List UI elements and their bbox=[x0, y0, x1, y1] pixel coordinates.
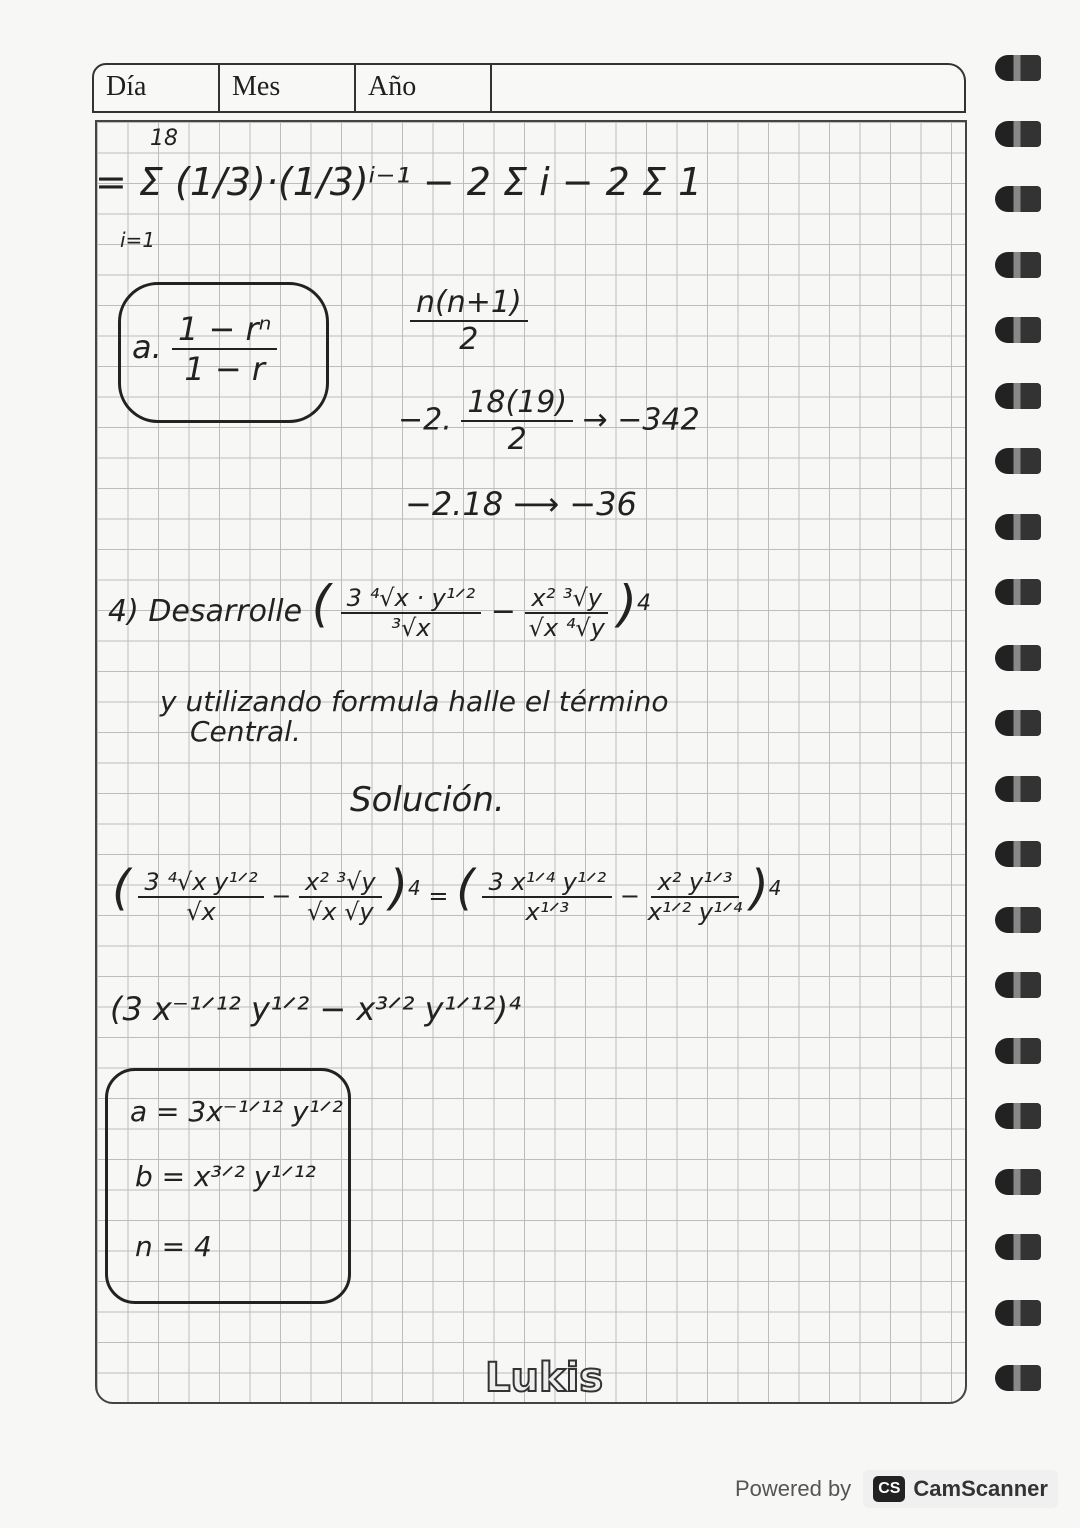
lukis-logo: Lukis bbox=[485, 1355, 604, 1401]
solution-title: Solución. bbox=[350, 780, 505, 820]
spiral-ring bbox=[995, 972, 1041, 998]
gauss-formula bbox=[410, 285, 528, 357]
problem-num-2: x² ³√y bbox=[525, 584, 608, 614]
simplified-expression: (3 x⁻¹ᐟ¹² y¹ᐟ² − x³ᐟ² y¹ᐟ¹²)⁴ bbox=[110, 990, 521, 1028]
year-label: Año bbox=[356, 65, 492, 111]
step-2: −2.18 ⟶ −36 bbox=[405, 485, 637, 523]
geometric-numerator: 1 − rⁿ bbox=[172, 310, 277, 350]
geometric-label: a. bbox=[132, 328, 162, 366]
problem-den-2: √x ⁴√y bbox=[528, 613, 605, 642]
sol-den-2: √x √y bbox=[306, 898, 374, 926]
n-definition: n = 4 bbox=[135, 1230, 212, 1263]
problem-label: 4) Desarrolle bbox=[108, 594, 303, 629]
spiral-ring bbox=[995, 55, 1041, 81]
spiral-ring bbox=[995, 776, 1041, 802]
sol-eq-num-2: x² y¹ᐟ³ bbox=[651, 868, 738, 898]
geometric-formula bbox=[132, 310, 277, 388]
sol-num-1: 3 ⁴√x y¹ᐟ² bbox=[138, 868, 263, 898]
sol-power-right: 4 bbox=[768, 876, 782, 900]
geometric-denominator: 1 − r bbox=[184, 350, 265, 388]
camscanner-badge bbox=[863, 1470, 1058, 1508]
spiral-ring bbox=[995, 514, 1041, 540]
problem-num-1: 3 ⁴√x · y¹ᐟ² bbox=[341, 584, 482, 614]
spiral-ring bbox=[995, 448, 1041, 474]
spiral-ring bbox=[995, 579, 1041, 605]
month-label: Mes bbox=[220, 65, 356, 111]
sol-eq-num-1: 3 x¹ᐟ⁴ y¹ᐟ² bbox=[482, 868, 612, 898]
spiral-ring bbox=[995, 645, 1041, 671]
step1-denominator: 2 bbox=[507, 422, 527, 457]
instruction-line-1: y utilizando formula halle el término bbox=[160, 685, 669, 718]
gauss-denominator: 2 bbox=[459, 322, 479, 357]
spiral-ring bbox=[995, 1365, 1041, 1391]
instruction-line-2: Central. bbox=[190, 715, 301, 748]
solution-equation: ( $\frac{\text{3 ⁴√x y¹ᐟ²}}{√x}$ − $\frac{\text{x² ³√y}}{√x √y}$ )$^4$ = ( $\frac{\text{3 x¹ᐟ⁴ y¹ᐟ²}}{\text{x¹ᐟ³}}$ − $\frac{\text{x² y¹ᐟ³}}{\text{x¹ᐟ² y¹ᐟ⁴}}$ )$^4$ bbox=[112, 860, 782, 926]
spiral-ring bbox=[995, 1169, 1041, 1195]
sum-lower: i=1 bbox=[120, 228, 156, 252]
spiral-ring bbox=[995, 121, 1041, 147]
spiral-ring bbox=[995, 186, 1041, 212]
spiral-binding bbox=[995, 45, 1045, 1435]
problem-statement: 4) Desarrolle ( $\frac{\text{3 ⁴√x · y¹ᐟ²}}{\text{³√x}}$ − $\frac{\text{x² ³√y}}{\text{√x ⁴√y}}$ )$^4$ bbox=[108, 575, 652, 642]
spiral-ring bbox=[995, 710, 1041, 736]
sol-eq-den-1: x¹ᐟ³ bbox=[525, 898, 570, 926]
spiral-ring bbox=[995, 1038, 1041, 1064]
spiral-ring bbox=[995, 1300, 1041, 1326]
b-definition: b = x³ᐟ² y¹ᐟ¹² bbox=[135, 1160, 316, 1193]
camscanner-icon: CS bbox=[873, 1476, 905, 1502]
problem-den-1: ³√x bbox=[391, 613, 431, 642]
sol-power-left: 4 bbox=[407, 876, 421, 900]
spiral-ring bbox=[995, 383, 1041, 409]
step1-prefix: −2. bbox=[398, 402, 452, 438]
step1-numerator: 18(19) bbox=[461, 385, 573, 422]
powered-by-label: Powered by bbox=[735, 1476, 852, 1501]
camscanner-footer bbox=[735, 1470, 1058, 1508]
a-definition: a = 3x⁻¹ᐟ¹² y¹ᐟ² bbox=[130, 1095, 343, 1128]
spiral-ring bbox=[995, 1103, 1041, 1129]
day-label: Día bbox=[94, 65, 220, 111]
spiral-ring bbox=[995, 1234, 1041, 1260]
sol-num-2: x² ³√y bbox=[299, 868, 382, 898]
spiral-ring bbox=[995, 317, 1041, 343]
step1-result: → −342 bbox=[582, 402, 700, 438]
summation-expression: = Σ (1/3)·(1/3)ⁱ⁻¹ − 2 Σ i − 2 Σ 1 bbox=[95, 160, 703, 204]
gauss-numerator: n(n+1) bbox=[410, 285, 528, 322]
spiral-ring bbox=[995, 907, 1041, 933]
sum-upper: 18 bbox=[150, 126, 178, 151]
step-1 bbox=[398, 385, 700, 457]
spiral-ring bbox=[995, 841, 1041, 867]
date-header bbox=[92, 63, 966, 113]
spiral-ring bbox=[995, 252, 1041, 278]
sol-eq-den-2: x¹ᐟ² y¹ᐟ⁴ bbox=[647, 898, 743, 926]
camscanner-brand: CamScanner bbox=[913, 1476, 1048, 1501]
problem-power: 4 bbox=[637, 591, 652, 616]
sol-den-1: √x bbox=[186, 898, 216, 926]
